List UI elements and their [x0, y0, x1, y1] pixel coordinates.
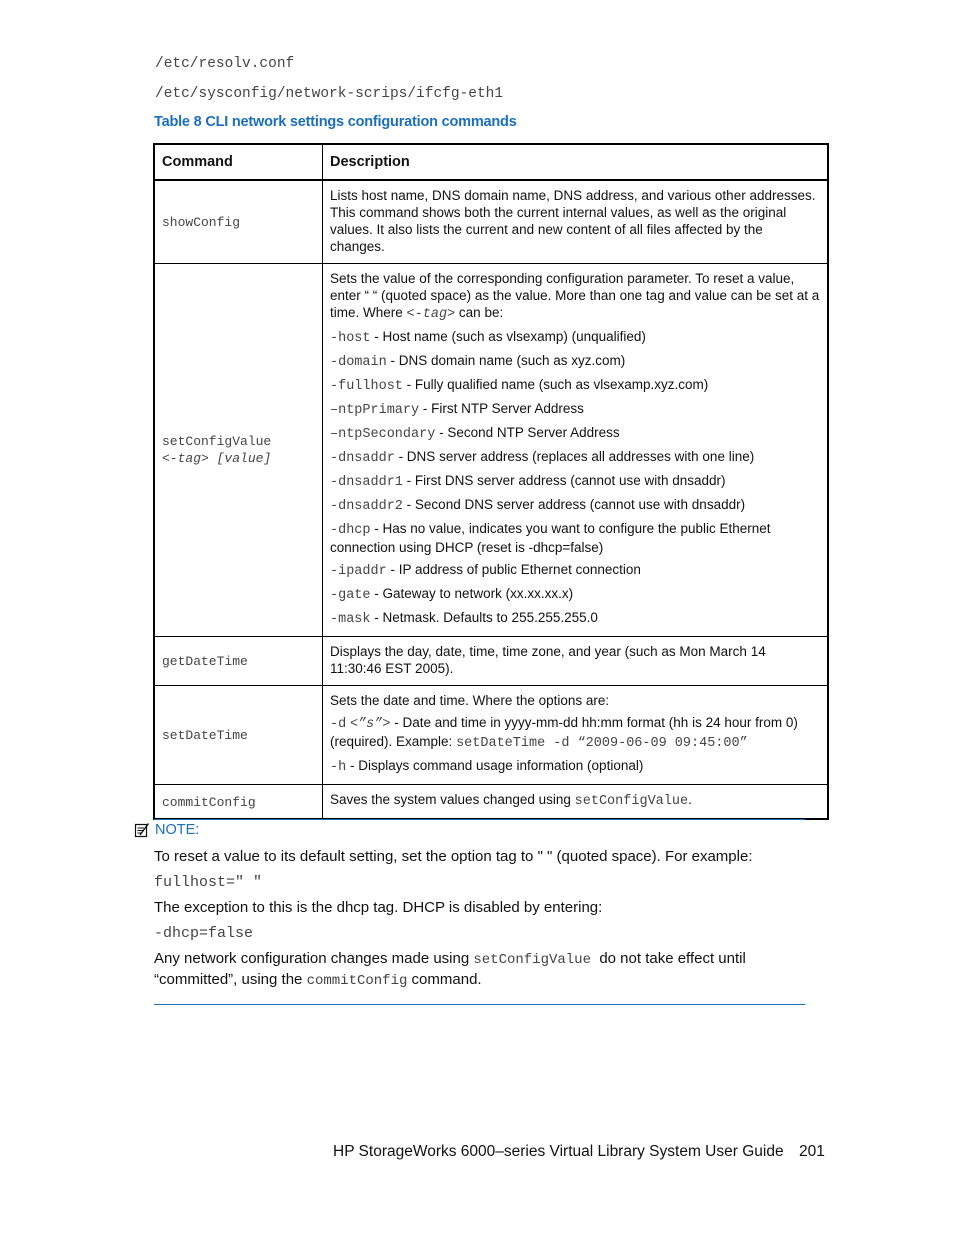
- note-code-fullhost: fullhost=" ": [154, 874, 263, 891]
- table-caption: Table 8 CLI network settings configuration commands: [154, 114, 517, 130]
- option-flag: -mask: [330, 612, 371, 627]
- option-flag: –ntpSecondary: [330, 427, 436, 442]
- option-text: - Second NTP Server Address: [435, 425, 620, 440]
- option-text: - DNS server address (replaces all addresses with one line): [394, 449, 755, 464]
- setconfigvalue-intro: Sets the value of the corresponding configuration parameter. To reset a value, enter “ “ (quoted space) as the value. More than one tag and value can be set at a time. Where <-tag> can be:: [330, 271, 820, 322]
- option-text: - Fully qualified name (such as vlsexamp.xyz.com): [402, 377, 709, 392]
- setconfigvalue-options: [330, 328, 820, 628]
- table-row: [154, 637, 828, 686]
- footer-title: HP StorageWorks 6000–series Virtual Library System User Guide: [333, 1143, 784, 1160]
- option-flag: -domain: [330, 355, 387, 370]
- option-text: - DNS domain name (such as xyz.com): [386, 353, 626, 368]
- option-flag: -ipaddr: [330, 564, 387, 579]
- setconfigvalue-option: [330, 352, 820, 371]
- desc-commitconfig: Saves the system values changed using setConfigValue.: [323, 785, 829, 820]
- option-text: - Host name (such as vlsexamp) (unqualified): [370, 329, 646, 344]
- setdatetime-option-d: -d <”s”> - Date and time in yyyy-mm-dd hh:mm format (hh is 24 hour from 0) (required). Example: setDateTime -d “2009-06-09 09:45:00”: [330, 715, 798, 751]
- option-text: - Second DNS server address (cannot use with dnsaddr): [402, 497, 746, 512]
- setconfigvalue-option: [330, 561, 820, 580]
- note-paragraph-2: The exception to this is the dhcp tag. DHCP is disabled by entering:: [154, 899, 603, 916]
- setdatetime-intro: Sets the date and time. Where the options are:: [330, 693, 610, 708]
- setconfigvalue-option: [330, 328, 820, 347]
- note-code-dhcp: -dhcp=false: [154, 925, 254, 942]
- table-row: [154, 785, 828, 820]
- note-paragraph-3: Any network configuration changes made using setConfigValue do not take effect until “committed”, using the commitConfig command.: [154, 950, 750, 989]
- option-flag: -gate: [330, 588, 371, 603]
- note-paragraph-1: To reset a value to its default setting, set the option tag to " " (quoted space). For example:: [154, 848, 753, 865]
- option-text: - Netmask. Defaults to 255.255.255.0: [370, 610, 598, 625]
- setconfigvalue-option: [330, 520, 820, 556]
- setconfigvalue-option: [330, 609, 820, 628]
- command-commitconfig: commitConfig: [162, 794, 256, 810]
- note-top-rule: [154, 819, 805, 820]
- option-flag: -host: [330, 331, 371, 346]
- path-ifcfg-eth1: /etc/sysconfig/network-scrips/ifcfg-eth1: [155, 86, 504, 102]
- setconfigvalue-option: [330, 448, 820, 467]
- option-text: - First DNS server address (cannot use with dnsaddr): [402, 473, 726, 488]
- command-setconfigvalue: setConfigValue: [162, 434, 272, 449]
- option-flag: -fullhost: [330, 379, 403, 394]
- setconfigvalue-option: [330, 400, 820, 419]
- table-row: [154, 264, 828, 637]
- setconfigvalue-option: [330, 496, 820, 515]
- note-pad-icon: [134, 822, 150, 838]
- path-resolv-conf: /etc/resolv.conf: [155, 56, 295, 72]
- setconfigvalue-option: [330, 585, 820, 604]
- setconfigvalue-option: [330, 424, 820, 443]
- command-showconfig: showConfig: [162, 215, 241, 230]
- desc-setconfigvalue: [323, 264, 829, 637]
- setconfigvalue-option: [330, 376, 820, 395]
- option-text: - IP address of public Ethernet connection: [386, 562, 641, 577]
- desc-getdatetime: Displays the day, date, time, time zone, and year (such as Mon March 14 11:30:46 EST 2005).: [323, 637, 829, 686]
- desc-setdatetime: [323, 686, 829, 785]
- note-heading: [134, 822, 199, 838]
- note-label: NOTE:: [155, 822, 200, 838]
- table-row: [154, 180, 828, 264]
- note-bottom-rule: [154, 1004, 805, 1005]
- table-header-row: [154, 144, 828, 180]
- cli-commands-table: [153, 143, 829, 820]
- command-getdatetime: getDateTime: [162, 654, 248, 669]
- header-description: Description: [323, 144, 829, 180]
- option-flag: -dnsaddr2: [330, 499, 403, 514]
- option-flag: –ntpPrimary: [330, 403, 420, 418]
- command-setconfigvalue-args: <-tag> [value]: [162, 451, 272, 466]
- setdatetime-option-h: -h - Displays command usage information (optional): [330, 758, 644, 775]
- command-setdatetime: setDateTime: [162, 728, 248, 743]
- option-text: - First NTP Server Address: [419, 401, 584, 416]
- page-number: 201: [799, 1143, 825, 1160]
- option-text: - Gateway to network (xx.xx.xx.x): [370, 586, 574, 601]
- option-flag: -dhcp: [330, 523, 371, 538]
- desc-showconfig: Lists host name, DNS domain name, DNS address, and various other addresses. This command shows both the current internal values, as well as the original values. It also lists the current and new content of all files affected by the changes.: [323, 180, 829, 264]
- option-flag: -dnsaddr1: [330, 475, 403, 490]
- setconfigvalue-option: [330, 472, 820, 491]
- header-command: Command: [154, 144, 323, 180]
- option-text: - Has no value, indicates you want to configure the public Ethernet connection using DHCP (reset is -dhcp=false): [330, 521, 771, 555]
- table-row: [154, 686, 828, 785]
- option-flag: -dnsaddr: [330, 451, 395, 466]
